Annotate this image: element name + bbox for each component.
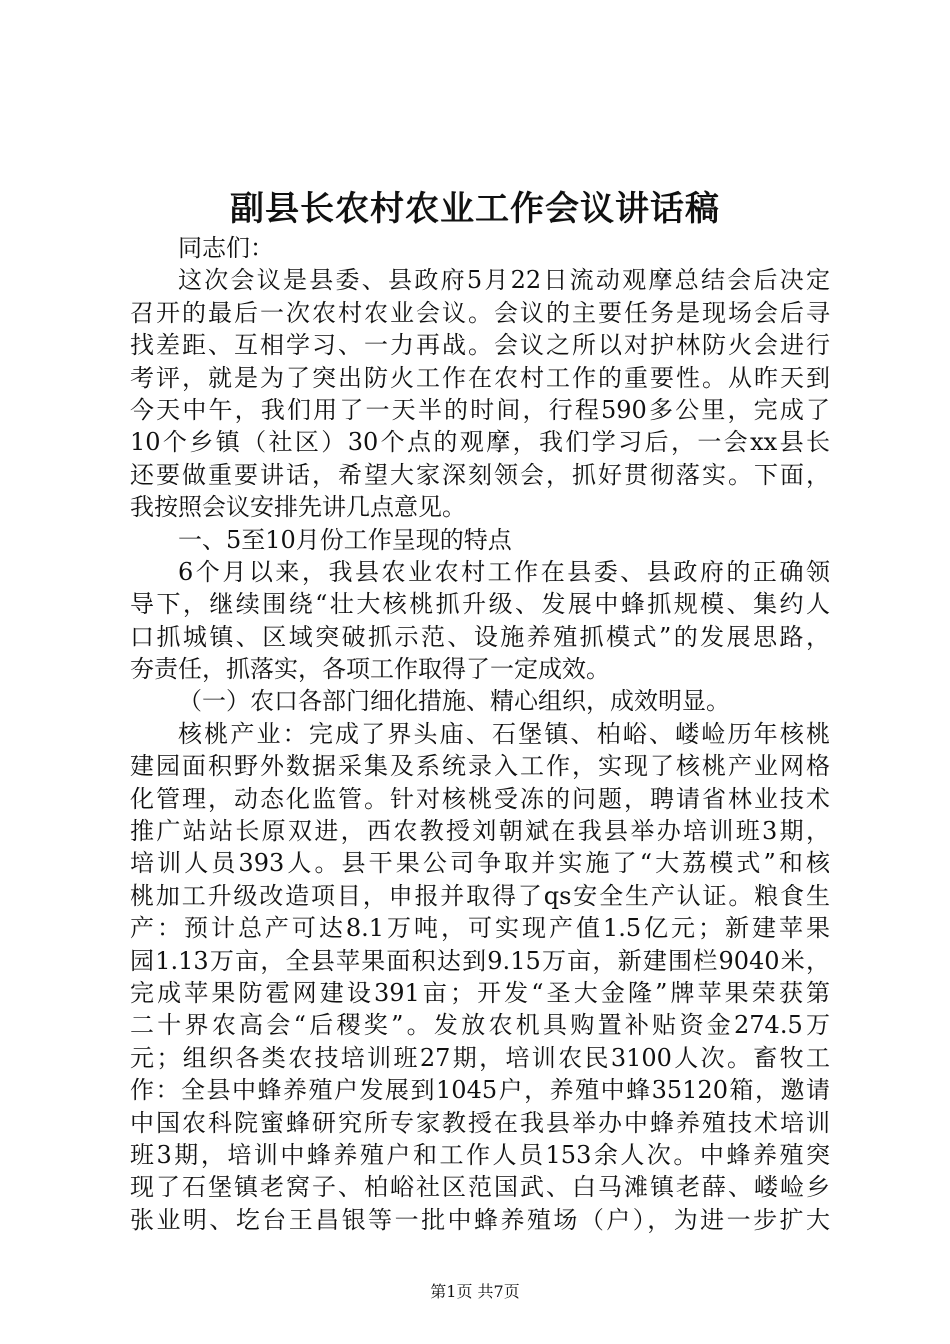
body-text-line: 找差距、互相学习、一力再战。会议之所以对护林防火会进行 — [130, 331, 830, 360]
body-text-line: 召开的最后一次农村农业会议。会议的主要任务是现场会后寻 — [130, 298, 830, 327]
body-text-line: 桃加工升级改造项目，申报并取得了qs安全生产认证。粮食生 — [130, 881, 830, 910]
body-text-line: 这次会议是县委、县政府5月22日流动观摩总结会后决定 — [178, 266, 830, 295]
body-text-line: 导下，继续围绕“壮大核桃抓升级、发展中蜂抓规模、集约人 — [130, 590, 830, 619]
body-text-line: 夯责任，抓落实，各项工作取得了一定成效。 — [130, 655, 610, 684]
document-title: 副县长农村农业工作会议讲话稿 — [230, 189, 720, 229]
body-text-line: 同志们： — [178, 234, 274, 262]
body-text-line: 张业明、圪台王昌银等一批中蜂养殖场（户），为进一步扩大 — [130, 1205, 830, 1234]
body-text-line: 培训人员393人。县干果公司争取并实施了“大荔模式”和核 — [130, 849, 830, 878]
body-text-line: 推广站站长原双进，西农教授刘朝斌在我县举办培训班3期， — [130, 817, 830, 846]
body-text-line: 还要做重要讲话，希望大家深刻领会，抓好贯彻落实。下面， — [130, 460, 830, 489]
body-text-line: 考评，就是为了突出防火工作在农村工作的重要性。从昨天到 — [130, 363, 830, 392]
body-text-line: 现了石堡镇老窝子、柏峪社区范国武、白马滩镇老薛、嵝崄乡 — [130, 1173, 830, 1202]
body-text-line: 作：全县中蜂养殖户发展到1045户，养殖中蜂35120箱，邀请 — [130, 1076, 830, 1105]
body-text-line: 元；组织各类农技培训班27期，培训农民3100人次。畜牧工 — [130, 1043, 830, 1072]
body-text-line: 10个乡镇（社区）30个点的观摩，我们学习后，一会xx县长 — [130, 428, 830, 457]
body-text-line: 产：预计总产可达8.1万吨，可实现产值1.5亿元；新建苹果 — [130, 914, 830, 943]
body-text-line: 化管理，动态化监管。针对核桃受冻的问题，聘请省林业技术 — [130, 784, 830, 813]
body-text-line: 班3期，培训中蜂养殖户和工作人员153余人次。中蜂养殖突 — [130, 1140, 830, 1169]
body-text-line: 口抓城镇、区域突破抓示范、设施养殖抓模式”的发展思路， — [130, 622, 830, 651]
body-text-line: （一）农口各部门细化措施、精心组织，成效明显。 — [178, 687, 730, 716]
body-text-line: 我按照会议安排先讲几点意见。 — [130, 493, 466, 522]
body-text-line: 6个月以来，我县农业农村工作在县委、县政府的正确领 — [178, 557, 830, 586]
body-text-line: 完成苹果防雹网建设391亩；开发“圣大金隆”牌苹果荣获第 — [130, 978, 830, 1007]
page-indicator: 第1页 共7页 — [430, 1282, 520, 1301]
document-body — [130, 232, 830, 1236]
body-text-line: 中国农科院蜜蜂研究所专家教授在我县举办中蜂养殖技术培训 — [130, 1108, 830, 1137]
body-text-line: 一、5至10月份工作呈现的特点 — [178, 525, 512, 554]
body-text-line: 核桃产业：完成了界头庙、石堡镇、柏峪、嵝崄历年核桃 — [178, 719, 830, 748]
body-text-line: 建园面积野外数据采集及系统录入工作，实现了核桃产业网格 — [130, 752, 830, 781]
body-text-line: 二十界农高会“后稷奖”。发放农机具购置补贴资金274.5万 — [130, 1011, 830, 1040]
body-text-line: 园1.13万亩，全县苹果面积达到9.15万亩，新建围栏9040米， — [130, 946, 830, 975]
body-text-line: 今天中午，我们用了一天半的时间，行程590多公里，完成了 — [130, 395, 830, 424]
